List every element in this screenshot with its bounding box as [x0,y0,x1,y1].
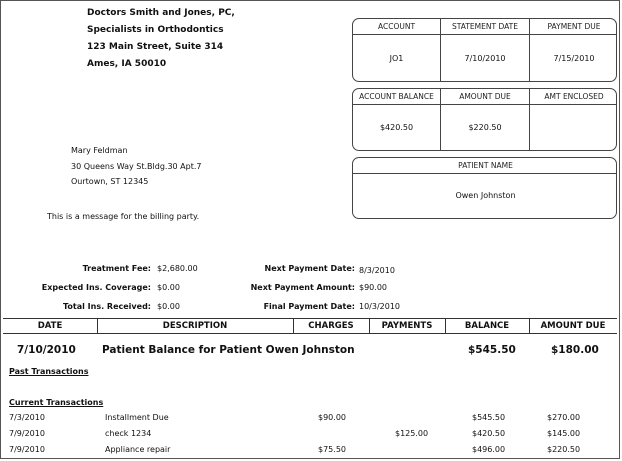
row-amount-due: $145.00 [547,429,581,438]
row-balance: $545.50 [472,413,506,422]
amount-due-header: AMOUNT DUE [459,92,511,101]
next-payment-amount-label: Next Payment Amount: [250,283,355,292]
column-description: DESCRIPTION [162,321,228,331]
total-ins-received-value: $0.00 [157,302,180,311]
treatment-fee-value: $2,680.00 [157,264,198,273]
row-description: Installment Due [105,413,169,422]
row-amount-due: $270.00 [547,413,581,422]
row-date: 7/9/2010 [9,429,45,438]
payment-due-value: 7/15/2010 [553,54,595,63]
current-transactions-heading: Current Transactions [9,398,104,407]
account-value: JO1 [389,54,404,63]
patient-name-header: PATIENT NAME [458,161,513,170]
statement-date-value: 7/10/2010 [464,54,506,63]
account-box [352,18,617,82]
payment-due-header: PAYMENT DUE [547,22,601,31]
billing-message: This is a message for the billing party. [47,212,200,221]
row-description: Appliance repair [105,445,171,454]
row-charges: $75.50 [318,445,346,454]
amount-due-value: $220.50 [468,123,502,132]
next-payment-date-value: 8/3/2010 [359,266,395,275]
row-description: check 1234 [105,429,152,438]
transactions-table-header [3,318,617,334]
row-date: 7/3/2010 [9,413,45,422]
patient-name-value: Owen Johnston [455,191,516,200]
treatment-fee-label: Treatment Fee: [82,264,151,273]
balance-row-amount-due: $180.00 [551,344,599,356]
practice-specialty: Specialists in Orthodontics [87,25,224,35]
balance-box [352,88,617,151]
row-payments: $125.00 [395,429,429,438]
practice-name: Doctors Smith and Jones, PC, [87,8,235,18]
row-charges: $90.00 [318,413,346,422]
practice-address-line1: 123 Main Street, Suite 314 [87,42,224,52]
account-balance-header: ACCOUNT BALANCE [359,92,434,101]
next-payment-date-label: Next Payment Date: [264,264,355,273]
row-balance: $420.50 [472,429,506,438]
expected-coverage-label: Expected Ins. Coverage: [41,283,151,292]
balance-row-date: 7/10/2010 [17,344,76,356]
row-amount-due: $220.50 [547,445,581,454]
practice-header [87,5,235,73]
next-payment-amount-value: $90.00 [359,283,387,292]
balance-row-description: Patient Balance for Patient Owen Johnston [102,344,355,356]
practice-address-line2: Ames, IA 50010 [87,59,167,69]
total-ins-received-label: Total Ins. Received: [63,302,151,311]
balance-row-balance: $545.50 [468,344,516,356]
final-payment-date-value: 10/3/2010 [359,302,401,311]
recipient-address-line2: Ourtown, ST 12345 [71,177,149,186]
account-balance-value: $420.50 [379,123,414,132]
final-payment-date-label: Final Payment Date: [263,302,355,311]
column-charges: CHARGES [308,321,354,331]
column-date: DATE [37,321,63,331]
column-amount-due: AMOUNT DUE [540,321,606,331]
expected-coverage-value: $0.00 [157,283,180,292]
patient-box [352,157,617,219]
row-date: 7/9/2010 [9,445,45,454]
statement-date-header: STATEMENT DATE [452,22,518,31]
column-payments: PAYMENTS [381,321,433,331]
recipient-address [71,143,202,190]
past-transactions-heading: Past Transactions [9,367,89,376]
column-balance: BALANCE [464,321,510,331]
account-header: ACCOUNT [377,22,416,31]
amount-enclosed-header: AMT ENCLOSED [544,92,604,101]
recipient-name: Mary Feldman [71,146,128,155]
recipient-address-line1: 30 Queens Way St.Bldg.30 Apt.7 [71,161,202,171]
row-balance: $496.00 [472,445,506,454]
